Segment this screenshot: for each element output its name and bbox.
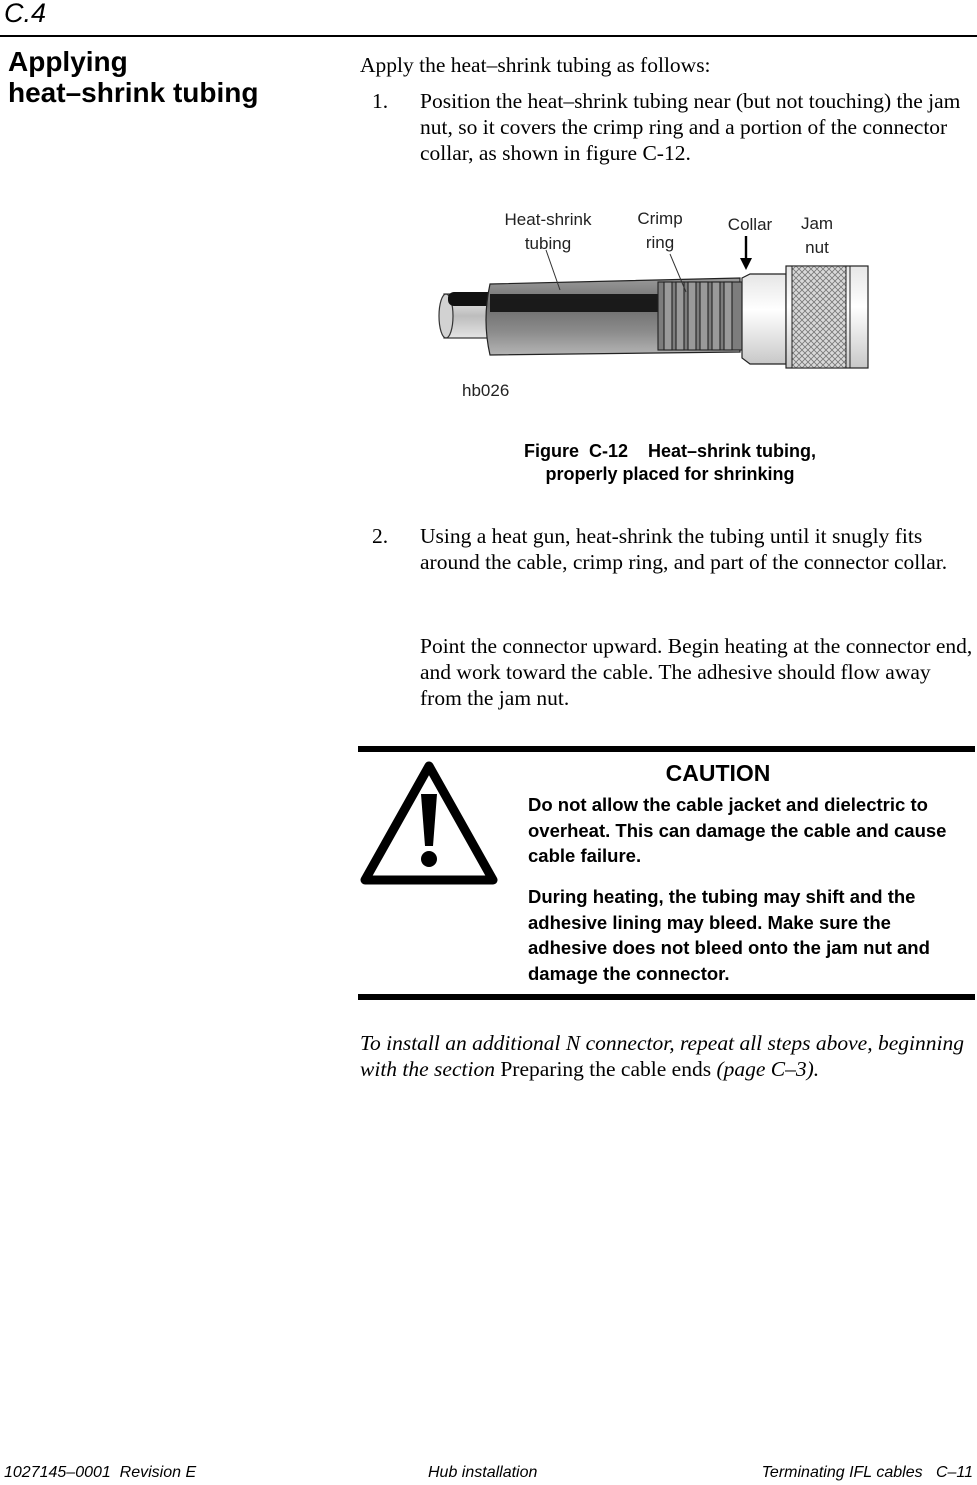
figure-caption	[470, 440, 870, 486]
closing-text-part1: To install an additional N connector, repeat all steps above, beginning with the section	[360, 1031, 964, 1081]
section-heading-line2: heat–shrink tubing	[8, 77, 259, 108]
step-2-note: Point the connector upward. Begin heating at the connector end, and work toward the cable. The adhesive should flow away from the jam nut.	[420, 634, 973, 710]
section-heading	[8, 46, 258, 108]
label-heat-shrink-1: Heat-shrink	[504, 210, 592, 229]
step-1-text: Position the heat–shrink tubing near (but not touching) the jam nut, so it covers the crimp ring and a portion of the connector collar, as shown in figure C-12.	[420, 89, 961, 165]
figure-caption-line2: properly placed for shrinking	[545, 464, 795, 484]
footer-page: Terminating IFL cables C–11	[761, 1464, 973, 1481]
label-crimp-1: Crimp	[637, 209, 683, 228]
caution-paragraph-1: Do not allow the cable jacket and dielectric to overheat. This can damage the cable and cause cable failure.	[528, 794, 947, 866]
label-jam-1: Jam	[800, 214, 834, 233]
header-rule	[0, 35, 977, 37]
connector-figure	[430, 200, 880, 410]
closing-text-part2: (page C–3).	[711, 1057, 820, 1081]
warning-triangle-icon	[359, 760, 499, 891]
footer-doc-number: 1027145–0001 Revision E	[4, 1464, 197, 1481]
intro-paragraph: Apply the heat–shrink tubing as follows:	[360, 53, 711, 77]
label-jam-2: nut	[805, 238, 829, 257]
step-2-text: Using a heat gun, heat-shrink the tubing until it snugly fits around the cable, crimp ring, and part of the connector collar.	[420, 524, 948, 574]
section-reference-link[interactable]: Preparing the cable ends	[500, 1057, 712, 1081]
caution-paragraph-2: During heating, the tubing may shift and the adhesive lining may bleed. Make sure the adhesive does not bleed onto the jam nut and damage the connector.	[528, 886, 930, 984]
label-heat-shrink-2: tubing	[524, 234, 572, 253]
figure-id: hb026	[462, 381, 510, 400]
caution-bottom-rule	[358, 994, 975, 1000]
footer-chapter: Hub installation	[428, 1464, 538, 1481]
step-1-number: 1.	[372, 89, 389, 113]
step-2-number: 2.	[372, 524, 389, 548]
caution-top-rule	[358, 746, 975, 752]
collar-shape	[742, 274, 786, 364]
caution-title: CAUTION	[665, 760, 771, 786]
section-heading-line1: Applying	[8, 46, 128, 77]
label-crimp-2: ring	[645, 233, 675, 252]
collar-arrow-icon	[740, 258, 752, 270]
figure-caption-line1: Figure C-12 Heat–shrink tubing,	[523, 441, 817, 461]
section-code: C.4	[4, 0, 47, 28]
label-collar: Collar	[727, 215, 773, 234]
closing-note	[360, 1030, 970, 1082]
crimp-ring-shape	[658, 282, 744, 350]
